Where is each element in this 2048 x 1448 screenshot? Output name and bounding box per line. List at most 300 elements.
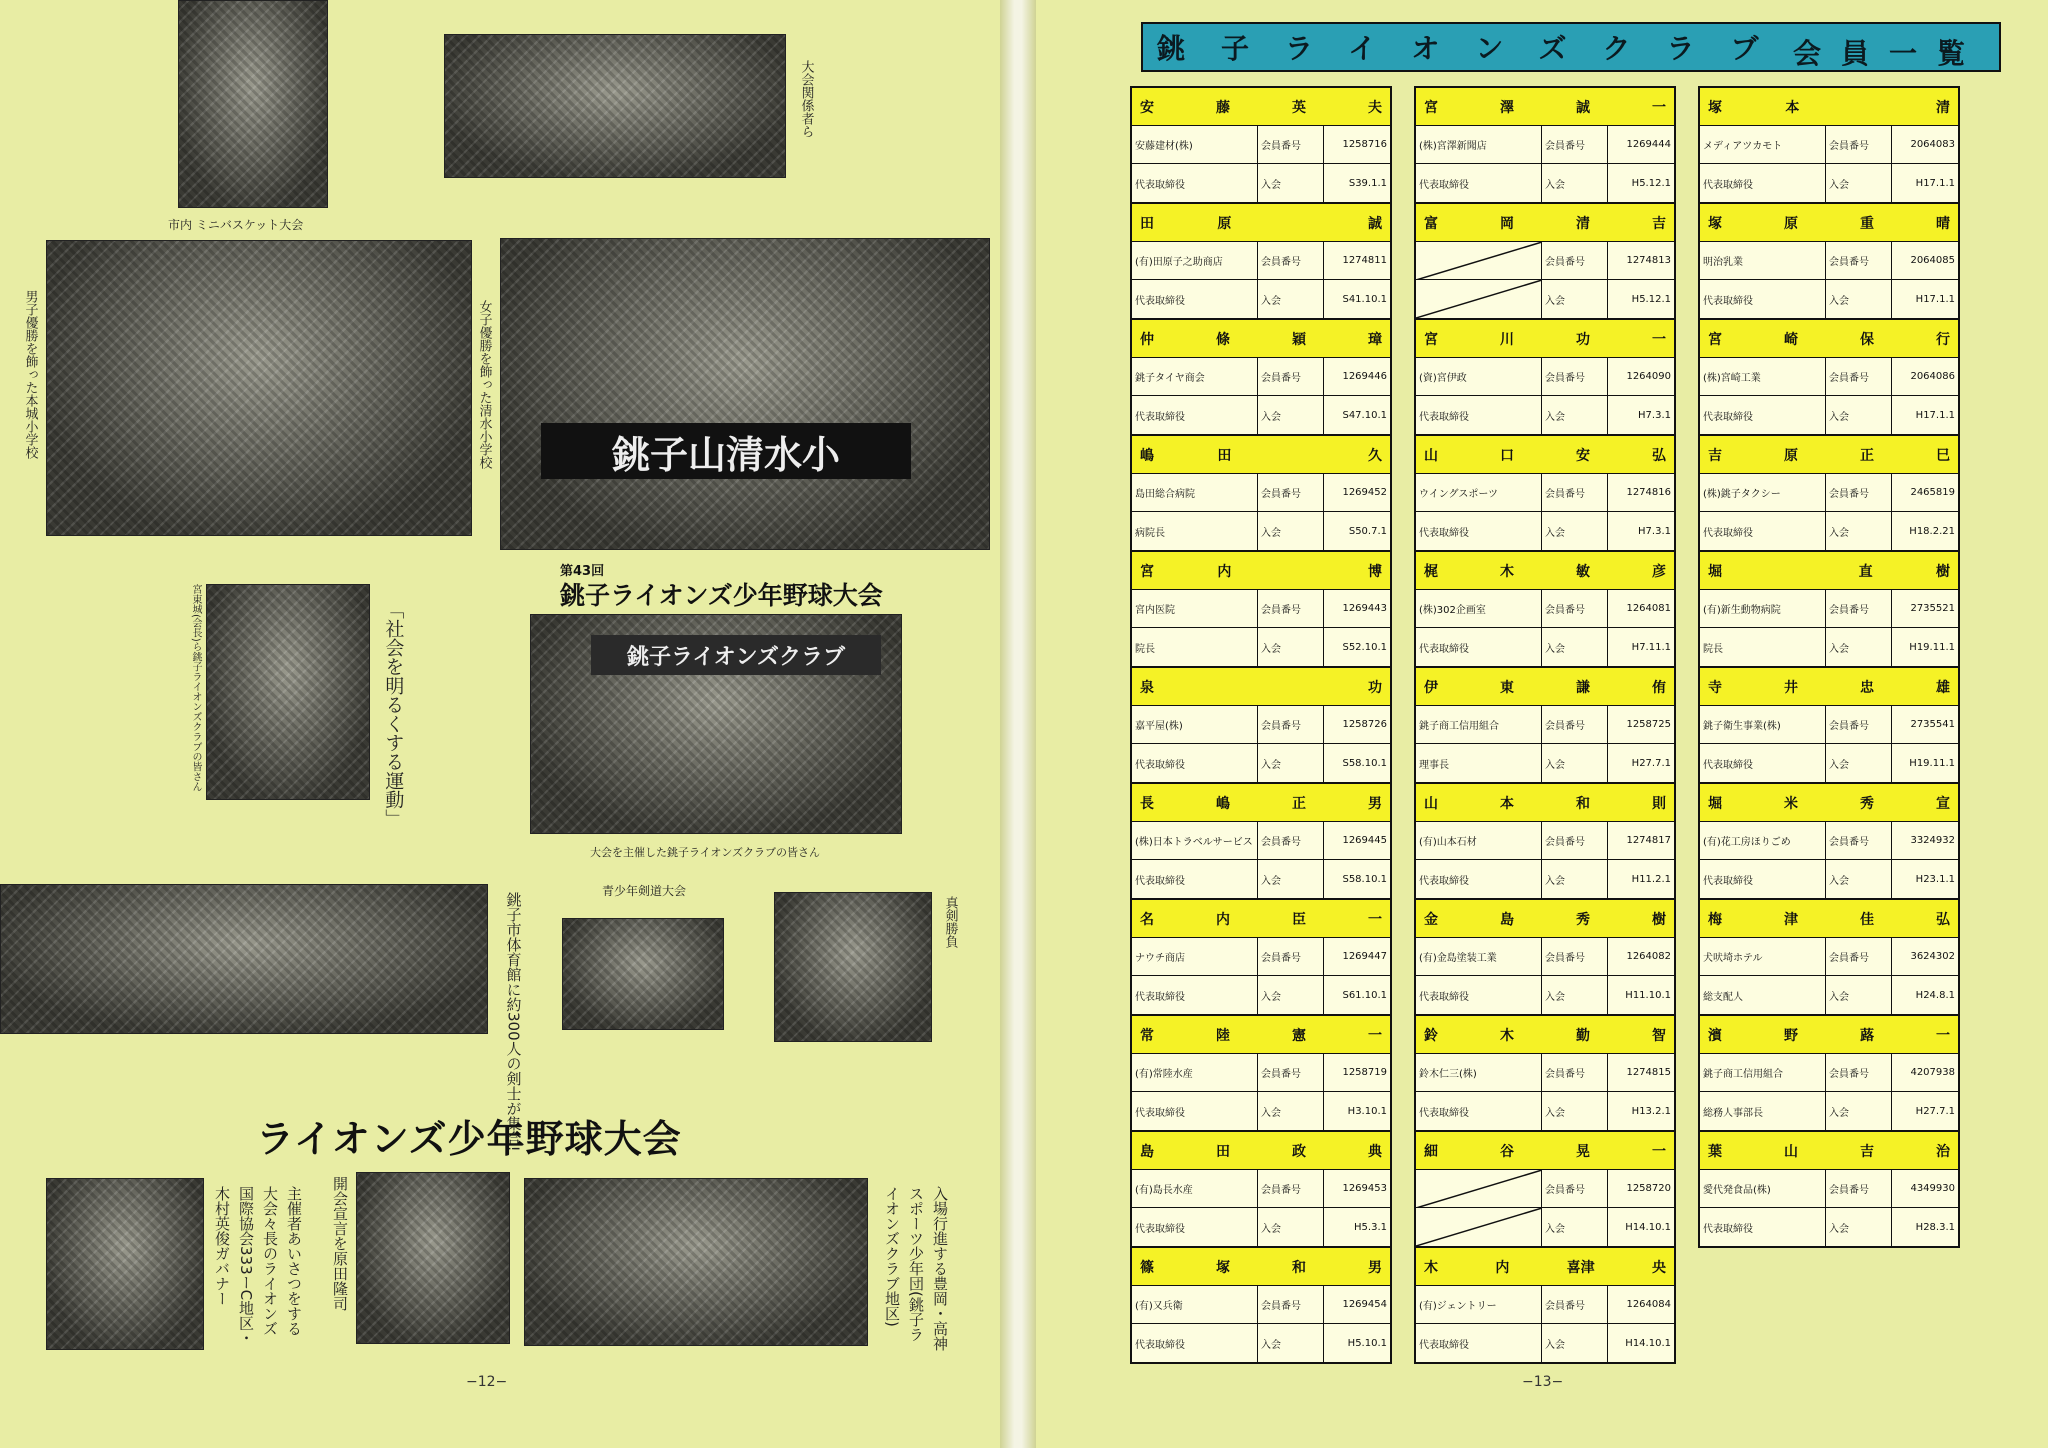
- member-name: [1416, 784, 1674, 822]
- member-name-part: 宮: [1140, 563, 1154, 580]
- roster-column-3: [1698, 86, 1960, 1248]
- blank-slash: [1416, 1170, 1542, 1207]
- member-name-part: 清: [1576, 215, 1590, 232]
- member-number: 1274816: [1626, 487, 1671, 498]
- member-company: 明治乳業: [1700, 242, 1826, 279]
- caption-host: 大会を主催した銚子ライオンズクラブの皆さん: [590, 846, 821, 859]
- member-title: 代表取締役: [1132, 396, 1258, 434]
- member-title: 代表取締役: [1700, 512, 1826, 550]
- member-number: 1269446: [1342, 371, 1387, 382]
- member-joined-label: 入会: [1542, 628, 1608, 666]
- member-number-label: 会員番号: [1258, 938, 1324, 975]
- member-name-part: 保: [1860, 331, 1874, 348]
- member-name-part: 行: [1936, 331, 1950, 348]
- baseball43-edition: 第43回: [560, 564, 605, 579]
- member-entry: [1416, 436, 1674, 552]
- member-number-label: 会員番号: [1826, 1054, 1892, 1091]
- member-number-label: 会員番号: [1826, 1170, 1892, 1207]
- member-title: 代表取締役: [1700, 164, 1826, 202]
- member-name: [1132, 784, 1390, 822]
- member-company: (有)金島塗装工業: [1416, 938, 1542, 975]
- member-name-part: 一: [1652, 1143, 1666, 1160]
- member-number: 1274815: [1626, 1067, 1671, 1078]
- member-name-part: 堀: [1708, 563, 1722, 580]
- member-name-part: 木: [1500, 1027, 1514, 1044]
- member-name-part: 吉: [1652, 215, 1666, 232]
- member-company: [1416, 242, 1542, 279]
- member-joined-date: H7.3.1: [1638, 525, 1671, 537]
- member-name: [1700, 784, 1958, 822]
- member-number: 1258720: [1626, 1183, 1671, 1194]
- member-name-part: 一: [1368, 1027, 1382, 1044]
- member-name-part: 晴: [1936, 215, 1950, 232]
- caption-boys-win: 男子優勝を飾った本城小学校: [22, 290, 38, 459]
- member-name-part: 岡: [1500, 215, 1514, 232]
- member-joined-date: H13.2.1: [1631, 1105, 1671, 1117]
- member-name-part: 功: [1367, 679, 1382, 696]
- member-name-part: 和: [1576, 795, 1590, 812]
- caption-miyato: 宮東城(会長)ら銚子ライオンズクラブの皆さん: [190, 584, 201, 792]
- caption-officials: 大会関係者ら: [798, 60, 814, 138]
- member-number-row: [1132, 358, 1390, 396]
- member-number-row: [1700, 938, 1958, 976]
- member-name-part: 則: [1652, 795, 1666, 812]
- member-company: (株)302企画室: [1416, 590, 1542, 627]
- member-joined-date: H24.8.1: [1915, 989, 1955, 1001]
- member-entry: [1700, 204, 1958, 320]
- member-number: 1264081: [1626, 603, 1671, 614]
- member-number: 3324932: [1910, 835, 1955, 846]
- member-name: [1416, 1132, 1674, 1170]
- member-company: (有)又兵衛: [1132, 1286, 1258, 1323]
- member-number-row: [1132, 242, 1390, 280]
- member-company: メディアツカモト: [1700, 126, 1826, 163]
- member-name-part: 川: [1500, 331, 1514, 348]
- member-joined-date: H19.11.1: [1909, 641, 1955, 653]
- member-number: 1258716: [1342, 139, 1387, 150]
- member-joined-row: [1416, 396, 1674, 434]
- member-number-label: 会員番号: [1826, 938, 1892, 975]
- member-name-part: 細: [1424, 1143, 1438, 1160]
- member-number-label: 会員番号: [1258, 822, 1324, 859]
- member-name-part: 一: [1368, 911, 1382, 928]
- member-name-part: 樹: [1652, 911, 1666, 928]
- member-name-part: 本: [1500, 795, 1514, 812]
- member-title: 代表取締役: [1416, 1092, 1542, 1130]
- member-joined-label: 入会: [1542, 1092, 1608, 1130]
- member-number-row: [1132, 1054, 1390, 1092]
- member-name-part: 木: [1500, 563, 1514, 580]
- member-name-part: 濱: [1708, 1027, 1722, 1044]
- member-number: 1258726: [1342, 719, 1387, 730]
- member-number-row: [1416, 706, 1674, 744]
- member-number-label: 会員番号: [1258, 706, 1324, 743]
- member-entry: [1416, 320, 1674, 436]
- member-name: [1700, 668, 1958, 706]
- member-entry: [1700, 784, 1958, 900]
- member-joined-label: 入会: [1826, 1092, 1892, 1130]
- member-name-part: 田: [1216, 1143, 1230, 1160]
- member-joined-date: H17.1.1: [1915, 293, 1955, 305]
- member-name-part: 巳: [1936, 447, 1950, 464]
- member-title: [1416, 1208, 1542, 1246]
- member-number-label: 会員番号: [1826, 126, 1892, 163]
- member-name-part: 雄: [1936, 679, 1950, 696]
- member-company: 銚子商工信用組合: [1416, 706, 1542, 743]
- member-number: 1269443: [1342, 603, 1387, 614]
- member-number-row: [1416, 590, 1674, 628]
- member-joined-label: 入会: [1542, 164, 1608, 202]
- member-joined-row: [1132, 976, 1390, 1014]
- member-title: 総支配人: [1700, 976, 1826, 1014]
- member-joined-label: 入会: [1258, 628, 1324, 666]
- lions-club-banner: 銚子ライオンズクラブ: [591, 635, 881, 675]
- roster-subtitle: 会員一覧: [1792, 37, 1985, 70]
- member-joined-row: [1700, 512, 1958, 550]
- member-number: 3624302: [1910, 951, 1955, 962]
- member-name-part: 重: [1860, 215, 1874, 232]
- member-name-part: 治: [1936, 1143, 1950, 1160]
- member-number-row: [1700, 822, 1958, 860]
- member-joined-label: 入会: [1258, 744, 1324, 782]
- member-title: 代表取締役: [1416, 512, 1542, 550]
- member-joined-row: [1132, 164, 1390, 202]
- member-number-label: 会員番号: [1542, 822, 1608, 859]
- member-name: [1416, 1248, 1674, 1286]
- page-number-left: −12−: [466, 1374, 508, 1390]
- roster-column-1: [1130, 86, 1392, 1364]
- member-company: 嘉平屋(株): [1132, 706, 1258, 743]
- member-entry: [1132, 436, 1390, 552]
- member-joined-date: H5.12.1: [1631, 177, 1671, 189]
- member-name-part: 梅: [1708, 911, 1722, 928]
- member-joined-row: [1132, 1208, 1390, 1246]
- member-joined-date: H7.11.1: [1631, 641, 1671, 653]
- member-title: 代表取締役: [1700, 1208, 1826, 1246]
- member-name-part: 吉: [1860, 1143, 1874, 1160]
- photo-miyato: [206, 584, 370, 800]
- member-joined-date: H14.10.1: [1625, 1337, 1671, 1349]
- member-joined-label: 入会: [1542, 396, 1608, 434]
- member-name-part: 井: [1784, 679, 1798, 696]
- member-name-part: 塚: [1708, 215, 1722, 232]
- member-joined-row: [1700, 1208, 1958, 1246]
- member-title: 代表取締役: [1132, 744, 1258, 782]
- member-company: 安藤建材(株): [1132, 126, 1258, 163]
- member-title: 院長: [1132, 628, 1258, 666]
- roster-title: 銚子ライオンズクラブ: [1157, 32, 1795, 65]
- member-number-label: 会員番号: [1258, 1286, 1324, 1323]
- member-joined-row: [1416, 976, 1674, 1014]
- member-joined-row: [1700, 280, 1958, 318]
- member-name-part: 佳: [1860, 911, 1874, 928]
- member-joined-date: H5.10.1: [1347, 1337, 1387, 1349]
- member-name-part: 金: [1424, 911, 1438, 928]
- photo-boys-team: [46, 240, 472, 536]
- member-joined-label: 入会: [1826, 976, 1892, 1014]
- member-joined-row: [1416, 1092, 1674, 1130]
- member-name-part: 仲: [1140, 331, 1154, 348]
- member-joined-label: 入会: [1258, 280, 1324, 318]
- member-number: 1269454: [1342, 1299, 1387, 1310]
- member-joined-label: 入会: [1542, 512, 1608, 550]
- member-joined-row: [1132, 512, 1390, 550]
- member-entry: [1132, 88, 1390, 204]
- member-number-label: 会員番号: [1826, 474, 1892, 511]
- book-gutter: [1000, 0, 1036, 1448]
- member-title: 代表取締役: [1416, 976, 1542, 1014]
- member-joined-date: H18.2.21: [1909, 525, 1955, 537]
- member-company: ウイングスポーツ: [1416, 474, 1542, 511]
- member-entry: [1132, 784, 1390, 900]
- member-title: 総務人事部長: [1700, 1092, 1826, 1130]
- member-title: 代表取締役: [1132, 164, 1258, 202]
- member-joined-date: H23.1.1: [1915, 873, 1955, 885]
- member-name-part: 英: [1292, 99, 1306, 116]
- member-joined-label: 入会: [1258, 976, 1324, 1014]
- member-entry: [1700, 1132, 1958, 1246]
- member-number-label: 会員番号: [1258, 1170, 1324, 1207]
- member-joined-row: [1700, 1092, 1958, 1130]
- member-name: [1416, 204, 1674, 242]
- member-title: 代表取締役: [1416, 1324, 1542, 1362]
- member-number-label: 会員番号: [1542, 590, 1608, 627]
- member-name-part: 臣: [1292, 911, 1306, 928]
- member-joined-date: H11.10.1: [1625, 989, 1671, 1001]
- member-number-label: 会員番号: [1826, 822, 1892, 859]
- member-company: 愛代発食品(株): [1700, 1170, 1826, 1207]
- member-joined-row: [1416, 860, 1674, 898]
- member-name: [1416, 88, 1674, 126]
- member-number-label: 会員番号: [1258, 126, 1324, 163]
- member-name-part: 陸: [1216, 1027, 1230, 1044]
- member-name-part: 典: [1368, 1143, 1382, 1160]
- member-name: [1416, 900, 1674, 938]
- member-name-part: 宮: [1424, 99, 1438, 116]
- caption-shinken: 真剣勝負: [942, 896, 958, 948]
- member-joined-row: [1416, 164, 1674, 202]
- photo-mini-basketball: [178, 0, 328, 208]
- member-number: 1269453: [1342, 1183, 1387, 1194]
- member-joined-label: 入会: [1542, 1324, 1608, 1362]
- member-joined-date: H7.3.1: [1638, 409, 1671, 421]
- member-number-row: [1700, 242, 1958, 280]
- member-joined-row: [1700, 860, 1958, 898]
- photo-shinken: [774, 892, 932, 1042]
- member-joined-label: 入会: [1258, 164, 1324, 202]
- member-title: 代表取締役: [1132, 280, 1258, 318]
- member-name-part: 謙: [1576, 679, 1590, 696]
- member-number-row: [1416, 126, 1674, 164]
- member-title: 代表取締役: [1700, 860, 1826, 898]
- member-name-part: 智: [1652, 1027, 1666, 1044]
- member-name: [1132, 436, 1390, 474]
- member-number-row: [1700, 1054, 1958, 1092]
- member-name: [1132, 1248, 1390, 1286]
- member-joined-label: 入会: [1542, 976, 1608, 1014]
- member-name: [1700, 1016, 1958, 1054]
- member-title: 病院長: [1132, 512, 1258, 550]
- member-title: 代表取締役: [1132, 1324, 1258, 1362]
- member-joined-row: [1700, 628, 1958, 666]
- member-joined-row: [1416, 1324, 1674, 1362]
- member-name: [1416, 436, 1674, 474]
- member-name-part: 内: [1495, 1259, 1510, 1276]
- member-joined-row: [1416, 744, 1674, 782]
- member-company: 銚子商工信用組合: [1700, 1054, 1826, 1091]
- roster-column-2: [1414, 86, 1676, 1364]
- member-number: 1269444: [1626, 139, 1671, 150]
- member-number-label: 会員番号: [1542, 242, 1608, 279]
- member-joined-date: S39.1.1: [1348, 177, 1387, 189]
- member-company: ナウチ商店: [1132, 938, 1258, 975]
- member-entry: [1416, 900, 1674, 1016]
- member-name-part: 男: [1368, 1259, 1382, 1276]
- member-number-row: [1416, 1286, 1674, 1324]
- member-joined-row: [1700, 164, 1958, 202]
- member-title: 代表取締役: [1132, 976, 1258, 1014]
- member-name-part: 忠: [1860, 679, 1874, 696]
- member-name-part: 秀: [1860, 795, 1874, 812]
- member-name-part: 勤: [1576, 1027, 1590, 1044]
- member-name: [1416, 552, 1674, 590]
- member-name: [1416, 1016, 1674, 1054]
- member-number-label: 会員番号: [1826, 706, 1892, 743]
- member-number: 2735541: [1910, 719, 1955, 730]
- member-number-row: [1416, 358, 1674, 396]
- member-joined-row: [1132, 1092, 1390, 1130]
- member-number: 2064085: [1910, 255, 1955, 266]
- member-name: [1132, 320, 1390, 358]
- member-title: 代表取締役: [1416, 396, 1542, 434]
- member-name-part: 崎: [1784, 331, 1798, 348]
- member-title: 代表取締役: [1132, 1092, 1258, 1130]
- member-name-part: 璋: [1368, 331, 1382, 348]
- member-company: (株)宮崎工業: [1700, 358, 1826, 395]
- member-joined-row: [1132, 1324, 1390, 1362]
- member-company: 宮内医院: [1132, 590, 1258, 627]
- member-joined-date: H11.2.1: [1631, 873, 1671, 885]
- member-name-part: 嶋: [1216, 795, 1230, 812]
- member-name-part: 敏: [1576, 563, 1590, 580]
- member-name: [1700, 204, 1958, 242]
- member-joined-date: S58.10.1: [1342, 757, 1387, 769]
- member-name-part: 名: [1140, 911, 1154, 928]
- member-number: 1274811: [1342, 255, 1387, 266]
- member-joined-label: 入会: [1542, 280, 1608, 318]
- member-number-label: 会員番号: [1258, 358, 1324, 395]
- member-name-part: 一: [1652, 99, 1666, 116]
- member-name-part: 島: [1140, 1143, 1154, 1160]
- member-number-row: [1132, 938, 1390, 976]
- member-joined-label: 入会: [1826, 860, 1892, 898]
- member-joined-date: H28.3.1: [1915, 1221, 1955, 1233]
- member-company: (有)島長水産: [1132, 1170, 1258, 1207]
- member-name-part: 喜津: [1566, 1259, 1595, 1276]
- caption-kendo-gym: 銚子市体育館に約300人の剣士が集合!: [504, 892, 523, 1152]
- member-joined-row: [1416, 280, 1674, 318]
- member-name-part: 原: [1784, 215, 1798, 232]
- member-number-row: [1132, 1170, 1390, 1208]
- member-name: [1132, 900, 1390, 938]
- member-joined-row: [1416, 628, 1674, 666]
- member-company: (有)田原子之助商店: [1132, 242, 1258, 279]
- member-entry: [1700, 900, 1958, 1016]
- member-title: 代表取締役: [1416, 164, 1542, 202]
- member-entry: [1132, 668, 1390, 784]
- member-joined-label: 入会: [1542, 1208, 1608, 1246]
- member-title: 代表取締役: [1132, 1208, 1258, 1246]
- baseball-heading: ライオンズ少年野球大会: [256, 1117, 682, 1161]
- member-company: (株)日本トラベルサービス: [1132, 822, 1258, 859]
- member-joined-row: [1132, 280, 1390, 318]
- member-name-part: 原: [1784, 447, 1798, 464]
- member-name: [1132, 1016, 1390, 1054]
- member-name-part: 山: [1784, 1143, 1798, 1160]
- member-name-part: 篠: [1140, 1259, 1154, 1276]
- left-page: [0, 0, 1000, 1448]
- member-number-row: [1700, 358, 1958, 396]
- member-name-part: 口: [1500, 447, 1514, 464]
- member-entry: [1416, 784, 1674, 900]
- member-joined-label: 入会: [1258, 1092, 1324, 1130]
- member-number-row: [1132, 1286, 1390, 1324]
- member-entry: [1700, 668, 1958, 784]
- member-joined-row: [1700, 744, 1958, 782]
- member-number-label: 会員番号: [1826, 590, 1892, 627]
- member-entry: [1132, 320, 1390, 436]
- photo-officials: [444, 34, 786, 178]
- member-name: [1700, 1132, 1958, 1170]
- member-name-part: 内: [1217, 563, 1232, 580]
- member-company: 島田総合病院: [1132, 474, 1258, 511]
- member-name-part: 東: [1500, 679, 1514, 696]
- member-name-part: 秀: [1576, 911, 1590, 928]
- member-joined-label: 入会: [1258, 396, 1324, 434]
- member-number-label: 会員番号: [1258, 242, 1324, 279]
- member-joined-date: H27.7.1: [1915, 1105, 1955, 1117]
- member-name-part: 寺: [1708, 679, 1722, 696]
- member-name-part: 吉: [1708, 447, 1722, 464]
- caption-campaign: 「社会を明るくする運動」: [382, 600, 405, 828]
- member-number-label: 会員番号: [1542, 1054, 1608, 1091]
- member-number: 1274817: [1626, 835, 1671, 846]
- member-entry: [1700, 88, 1958, 204]
- member-number-row: [1132, 590, 1390, 628]
- photo-march: [524, 1178, 868, 1346]
- member-joined-date: S41.10.1: [1342, 293, 1387, 305]
- member-name-part: 米: [1784, 795, 1798, 812]
- member-number-row: [1416, 1170, 1674, 1208]
- member-title: 代表取締役: [1416, 860, 1542, 898]
- member-name-part: 彦: [1652, 563, 1666, 580]
- member-number-label: 会員番号: [1542, 126, 1608, 163]
- member-name-part: 久: [1367, 447, 1382, 464]
- member-name-part: 清: [1935, 99, 1950, 116]
- member-company: [1416, 1170, 1542, 1207]
- member-name-part: 弘: [1936, 911, 1950, 928]
- member-company: 鈴木仁三(株): [1416, 1054, 1542, 1091]
- member-name-part: 直: [1858, 563, 1873, 580]
- member-name-part: 山: [1424, 447, 1438, 464]
- blank-slash: [1416, 280, 1542, 318]
- member-number-row: [1700, 474, 1958, 512]
- member-name-part: 政: [1292, 1143, 1306, 1160]
- member-name: [1700, 436, 1958, 474]
- member-name-part: 泉: [1140, 679, 1154, 696]
- member-name-part: 木: [1424, 1259, 1438, 1276]
- member-name-part: 男: [1368, 795, 1382, 812]
